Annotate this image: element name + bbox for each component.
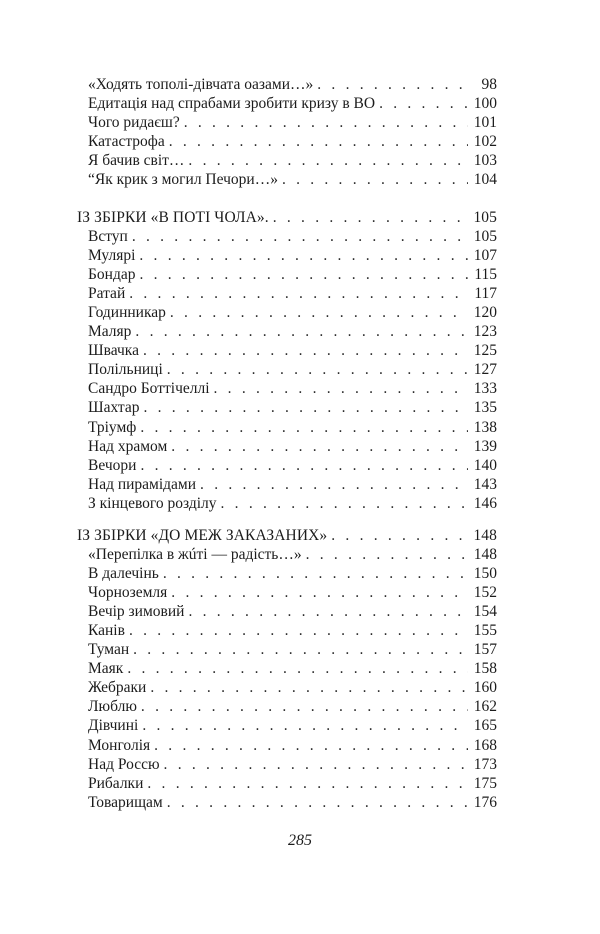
entry-title: Дівчині <box>88 717 139 735</box>
dot-leader <box>150 678 468 697</box>
dot-leader <box>221 494 468 513</box>
dot-leader <box>141 697 468 716</box>
entry-title: Вступ <box>88 228 128 246</box>
dot-leader <box>167 360 468 379</box>
toc-entry <box>77 170 497 189</box>
entry-title: Монголія <box>88 736 151 754</box>
toc-entry <box>77 494 497 513</box>
toc-entry <box>77 583 497 602</box>
dot-leader <box>282 170 468 189</box>
entry-page: 125 <box>473 342 497 360</box>
entry-page: 157 <box>473 641 497 659</box>
toc-entry <box>77 341 497 360</box>
toc-entry <box>77 151 497 170</box>
toc-entry <box>77 246 497 265</box>
entry-title: Едитація над спрабами зробити кризу в ВО <box>88 95 376 113</box>
dot-leader <box>317 75 468 94</box>
entry-page: 138 <box>473 418 497 436</box>
dot-leader <box>129 621 468 640</box>
page-number: 285 <box>288 832 312 849</box>
entry-page: 146 <box>473 494 497 512</box>
dot-leader <box>143 398 468 417</box>
entry-page: 103 <box>473 152 497 170</box>
toc-entry <box>77 621 497 640</box>
toc-entry <box>77 360 497 379</box>
dot-leader <box>171 437 468 456</box>
toc-entry <box>77 437 497 456</box>
entry-title: Чорноземля <box>88 584 168 602</box>
entry-page: 140 <box>473 456 497 474</box>
entry-title: В далечінь <box>88 565 159 583</box>
entry-title: Канів <box>88 622 125 640</box>
entry-page: 162 <box>473 698 497 716</box>
toc-entry <box>77 284 497 303</box>
entry-page: 175 <box>473 774 497 792</box>
entry-title: Шахтар <box>88 399 140 417</box>
dot-leader <box>147 774 468 793</box>
entry-page: 135 <box>473 399 497 417</box>
entry-page: 158 <box>473 660 497 678</box>
entry-title: Катастрофа <box>88 133 165 151</box>
entry-page: 115 <box>474 266 497 284</box>
dot-leader <box>214 379 468 398</box>
entry-page: 107 <box>473 247 497 265</box>
toc-entry <box>77 132 497 151</box>
entry-page: 154 <box>473 603 497 621</box>
entry-title: Вечір зимовий <box>88 603 185 621</box>
dot-leader <box>184 113 468 132</box>
toc-entry <box>77 736 497 755</box>
entry-page: 165 <box>473 717 497 735</box>
entry-title: Я бачив світ… <box>88 152 185 170</box>
entry-title: Люблю <box>88 698 137 716</box>
toc-entry <box>77 456 497 475</box>
toc-entry <box>77 678 497 697</box>
entry-page: 101 <box>473 114 497 132</box>
entry-title: Над Россю <box>88 755 160 773</box>
dot-leader <box>140 418 468 437</box>
entry-title: З кінцевого розділу <box>88 494 217 512</box>
dot-leader <box>188 151 468 170</box>
entry-page: 150 <box>473 565 497 583</box>
toc-entry <box>77 475 497 494</box>
entry-title: Полільниці <box>88 361 163 379</box>
dot-leader <box>154 736 468 755</box>
section-heading-title: ІЗ ЗБІРКИ «ДО МЕЖ ЗАКАЗАНИХ» <box>77 527 328 544</box>
dot-leader <box>331 526 468 545</box>
dot-leader <box>163 564 468 583</box>
entry-title: Сандро Боттічеллі <box>88 380 210 398</box>
toc-entry <box>77 697 497 716</box>
entry-title: Вечори <box>88 456 137 474</box>
entry-title: Ратай <box>88 285 126 303</box>
entry-title: Рибалки <box>88 774 144 792</box>
entry-title: Туман <box>88 641 130 659</box>
toc-entry <box>77 755 497 774</box>
entry-page: 143 <box>473 475 497 493</box>
entry-page: 102 <box>473 133 497 151</box>
dot-leader <box>133 640 468 659</box>
entry-page: 100 <box>473 95 497 113</box>
toc-entry <box>77 75 497 94</box>
entry-page: 120 <box>473 304 497 322</box>
entry-page: 139 <box>473 437 497 455</box>
dot-leader <box>273 208 468 227</box>
toc-section-heading <box>77 526 497 545</box>
toc-entry <box>77 265 497 284</box>
dot-leader <box>143 341 468 360</box>
dot-leader <box>139 265 468 284</box>
entry-page: 133 <box>473 380 497 398</box>
entry-title: Швачка <box>88 342 139 360</box>
entry-page: 105 <box>473 228 497 246</box>
entry-page: 98 <box>481 76 497 93</box>
entry-page: 123 <box>473 323 497 341</box>
toc-entry <box>77 379 497 398</box>
dot-leader <box>169 132 468 151</box>
toc-entry <box>77 602 497 621</box>
section-heading-page: 105 <box>473 209 497 226</box>
entry-title: “Як крик з могил Печори…» <box>88 171 278 189</box>
toc-entry <box>77 94 497 113</box>
entry-page: 117 <box>474 285 497 303</box>
entry-title: Мулярі <box>88 247 136 265</box>
entry-page: 173 <box>473 755 497 773</box>
dot-leader <box>306 545 468 564</box>
entry-title: Маляр <box>88 323 132 341</box>
toc-entry <box>77 659 497 678</box>
toc-entry <box>77 793 497 812</box>
entry-page: 176 <box>473 793 497 811</box>
toc-entry <box>77 398 497 417</box>
dot-leader <box>164 755 468 774</box>
dot-leader <box>135 322 468 341</box>
toc-entry <box>77 774 497 793</box>
dot-leader <box>132 227 468 246</box>
section-heading-title: ІЗ ЗБІРКИ «В ПОТІ ЧОЛА». <box>77 209 269 226</box>
entry-page: 168 <box>473 736 497 754</box>
entry-title: Над храмом <box>88 437 168 455</box>
toc-group-2 <box>77 208 497 513</box>
entry-page: 127 <box>473 361 497 379</box>
entry-page: 148 <box>473 546 497 564</box>
entry-title: «Ходять тополі-дівчата оазами…» <box>88 76 314 93</box>
entry-page: 155 <box>473 622 497 640</box>
dot-leader <box>129 284 468 303</box>
toc-entry <box>77 564 497 583</box>
entry-page: 152 <box>473 584 497 602</box>
entry-title: Годинникар <box>88 304 166 322</box>
entry-title: Чого ридаєш? <box>88 114 180 132</box>
toc-group-1 <box>77 75 497 189</box>
section-heading-page: 148 <box>473 527 497 544</box>
toc-entry <box>77 113 497 132</box>
entry-title: Над пирамідами <box>88 475 197 493</box>
dot-leader <box>188 602 468 621</box>
toc-entry <box>77 545 497 564</box>
dot-leader <box>142 716 468 735</box>
entry-title: Тріумф <box>88 418 137 436</box>
entry-title: Маяк <box>88 660 124 678</box>
toc-entry <box>77 716 497 735</box>
dot-leader <box>200 475 468 494</box>
dot-leader <box>167 793 468 812</box>
toc-entry <box>77 227 497 246</box>
entry-title: Бондар <box>88 266 136 284</box>
dot-leader <box>171 583 468 602</box>
dot-leader <box>127 659 468 678</box>
entry-page: 104 <box>473 171 497 189</box>
entry-title: Жебраки <box>88 679 147 697</box>
entry-title: «Перепілка в жúті — радість…» <box>88 546 302 564</box>
toc-section-heading <box>77 208 497 227</box>
dot-leader <box>139 246 468 265</box>
toc-entry <box>77 640 497 659</box>
toc-entry <box>77 322 497 341</box>
entry-page: 160 <box>473 679 497 697</box>
toc-entry <box>77 303 497 322</box>
dot-leader <box>379 94 468 113</box>
entry-title: Товарищам <box>88 793 163 811</box>
toc-entry <box>77 418 497 437</box>
toc-group-3 <box>77 526 497 812</box>
dot-leader <box>170 303 468 322</box>
dot-leader <box>140 456 468 475</box>
